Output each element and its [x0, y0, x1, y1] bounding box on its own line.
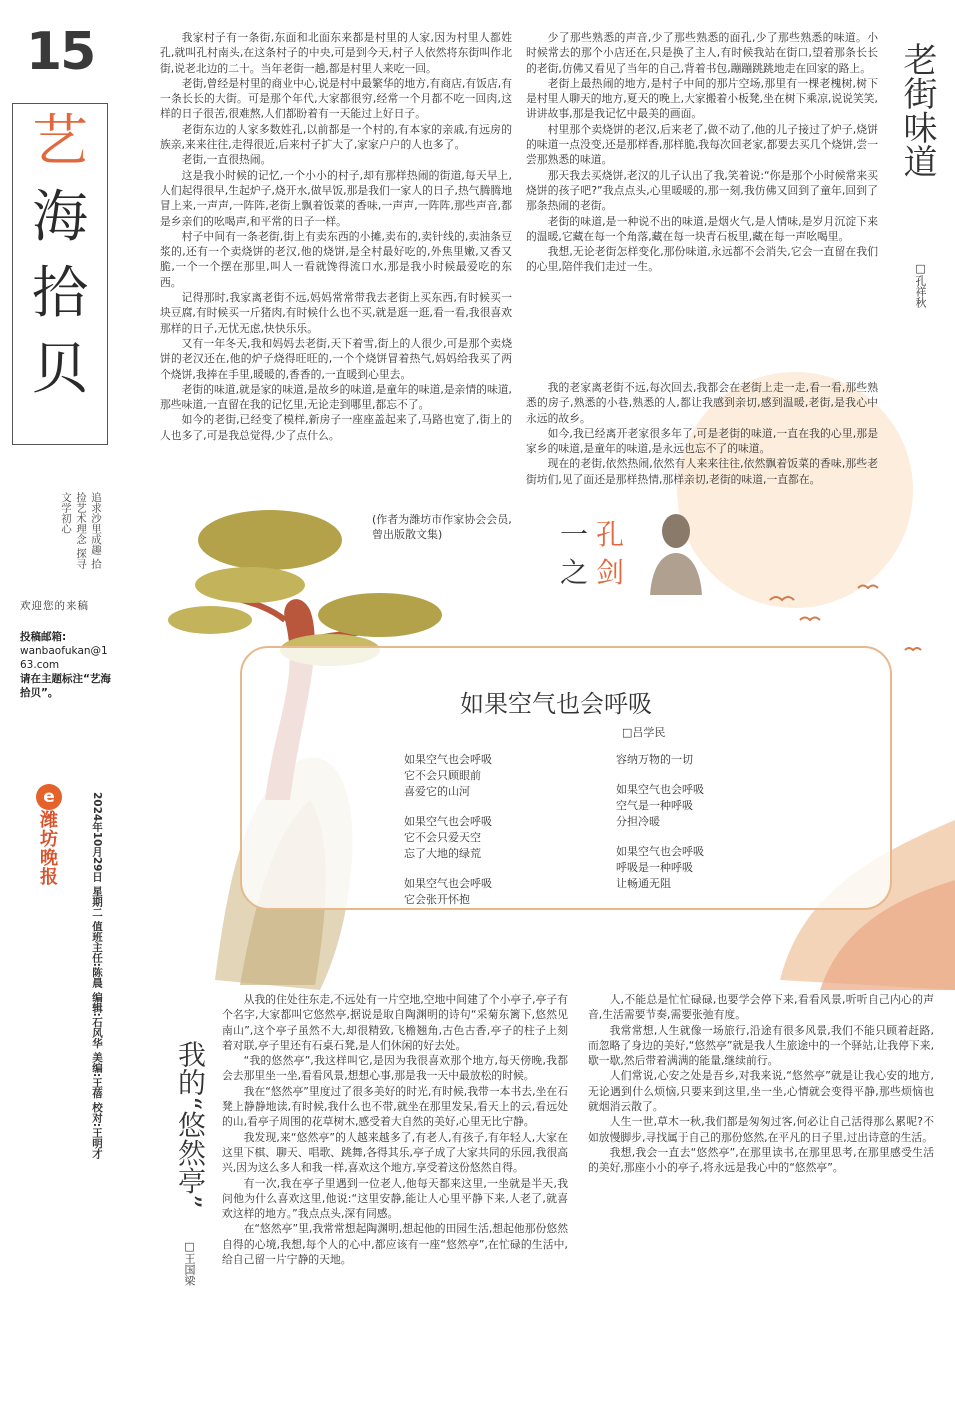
author-byline: (作者为潍坊市作家协会会员,曾出版散文集) — [372, 513, 512, 541]
paragraph: 我的老家离老街不远,每次回去,我都会在老街上走一走,看一看,那些熟悉的房子,熟悉的小巷,熟悉的人,都让我感到亲切,感到温暖,老街,是我心中永远的故乡。 — [526, 381, 878, 425]
poem-stanza: 如果空气也会呼吸 呼吸是一种呼吸 让畅通无阻 — [616, 845, 704, 890]
column-title-char: 艺 — [32, 109, 88, 174]
paragraph: 少了那些熟悉的声音,少了那些熟悉的面孔,少了那些熟悉的味道。小时候常去的那个小店还在,只是换了主人,有时候我站在街口,望着那条长长的老街,仿佛又看见了当年的自己,背着书包,蹦蹦跳跳地走在回家的路上。 — [526, 31, 878, 75]
poem-stanza: 如果空气也会呼吸 它不会只爱天空 忘了大地的绿荒 — [404, 815, 492, 860]
tree-foliage-shape — [318, 593, 442, 637]
page-number: 15 — [26, 22, 95, 82]
article-title: 我的“悠然亭” — [174, 1040, 207, 1209]
article-column — [160, 30, 512, 443]
paragraph: 老街,一直很热闹。 — [181, 153, 272, 167]
paragraph: 我想,无论老街怎样变化,那份味道,永远都不会消失,它会一直留在我们的心里,陪伴我们走过一生。 — [526, 245, 878, 274]
dateline: 2024年10月29日 星期二 值班主任:陈晨 编辑:石风华 美编:王蓓 校对:王明才 — [91, 792, 103, 1159]
paragraph: 现在的老街,依然热闹,依然有人来来往往,依然飘着饭菜的香味,那些老街坊们,见了面还是那样热情,那样亲切,老街的味道,一直都在。 — [526, 457, 878, 486]
paragraph: 在“悠然亭”里,我常常想起陶渊明,想起他的田园生活,想起他那份悠然自得的心境,我想,每个人的心中,都应该有一座“悠然亭”,在忙碌的生活中,给自己留一片宁静的天地。 — [222, 1222, 568, 1267]
paragraph: 人生一世,草木一秋,我们都是匆匆过客,何必让自己活得那么累呢?不如放慢脚步,寻找属于自己的那份悠然,在平凡的日子里,过出诗意的生活。 — [588, 1115, 934, 1144]
bird-shape — [905, 648, 921, 650]
newspaper-logo — [26, 784, 66, 924]
welcome-text: 欢迎您的来稿 — [20, 600, 89, 612]
paragraph: 我常常想,人生就像一场旅行,沿途有很多风景,我们不能只顾着赶路,而忽略了身边的美好,“悠然亭”就是我人生旅途中的一个驿站,让我停下来,歇一歇,然后带着满满的能量,继续前行。 — [588, 1023, 934, 1068]
column-title-char: 贝 — [32, 337, 88, 402]
column-title-box — [12, 103, 108, 445]
column-tag-char: 一 — [560, 518, 589, 551]
poem-column — [616, 752, 806, 906]
paragraph: 又有一年冬天,我和妈妈去老街,天下着雪,街上的人很少,可是那个卖烧饼的老汉还在,他的炉子烧得旺旺的,一个个烧饼冒着热气,妈妈给我买了两个烧饼,我捧在手里,暖暖的,香香的,一直暖到心里去。 — [160, 336, 512, 381]
article-title: 老街味道 — [897, 42, 937, 178]
submission-info — [20, 630, 112, 700]
paragraph: 老街的味道,就是家的味道,是故乡的味道,是童年的味道,是亲情的味道,那些味道,一直留在我的记忆里,无论走到哪里,都忘不了。 — [160, 382, 512, 412]
paragraph: 老街的味道,是一种说不出的味道,是烟火气,是人情味,是岁月沉淀下来的温暖,它藏在每一个角落,藏在每一块青石板里,藏在每一声吆喝里。 — [526, 214, 878, 243]
column-title-char: 拾 — [32, 261, 88, 326]
submission-email[interactable]: wanbaofukan@163.com — [20, 645, 108, 671]
article-author: □孔祥秋 — [914, 262, 927, 308]
paragraph: 人,不能总是忙忙碌碌,也要学会停下来,看看风景,听听自己内心的声音,生活需要节奏,需要张弛有度。 — [588, 993, 934, 1022]
column-tag-char: 之 — [560, 556, 589, 589]
paragraph: 我发现,来“悠然亭”的人越来越多了,有老人,有孩子,有年轻人,大家在这里下棋、聊天、唱歌、跳舞,各得其乐,亭子成了大家共同的乐园,我很高兴,因为这么多人和我一样,喜欢这个地方,享受着这份悠然自得。 — [222, 1130, 568, 1175]
submission-note: 请在主题标注“艺海拾贝”。 — [20, 673, 111, 699]
paragraph: 这是我小时候的记忆,一个小小的村子,却有那样热闹的街道,每天早上,人们起得很早,生起炉子,烧开水,做早饭,那是我们一家人的日子,热气腾腾地冒上来,一声声,一阵阵,老街上飘着饭菜的香味,一声声,一阵阵,那些声音,都是乡亲们的吆喝声,和平常的日子一样。 — [160, 168, 512, 228]
poem-stanza: 如果空气也会呼吸 它会张开怀抱 — [404, 877, 492, 906]
column-tag-char: 孔 — [596, 518, 625, 551]
paragraph: “我的悠然亭”,我这样叫它,是因为我很喜欢那个地方,每天傍晚,我都会去那里坐一坐,看看风景,想想心事,那是我一天中最放松的时候。 — [222, 1054, 568, 1083]
poem-stanza: 如果空气也会呼吸 它不会只顾眼前 喜爱它的山河 — [404, 753, 492, 798]
submission-email-label: 投稿邮箱: — [20, 631, 67, 643]
paragraph: 老街东边的人家多数姓孔,以前都是一个村的,有本家的亲戚,有远房的族亲,来来往往,走得很近,后来村子扩大了,家家户户的人也多了。 — [160, 122, 512, 152]
poem-stanza: 如果空气也会呼吸 空气是一种呼吸 分担冷暖 — [616, 783, 704, 828]
paragraph: 我想,我会一直去“悠然亭”,在那里读书,在那里思考,在那里感受生活的美好,那座小小的亭子,将永远是我心中的“悠然亭”。 — [588, 1145, 934, 1175]
bird-shape — [800, 618, 820, 621]
tree-foliage-shape — [195, 567, 305, 603]
column-tag — [560, 513, 710, 593]
poem-column — [404, 752, 594, 922]
paragraph: 如今的老街,已经变了模样,新房子一座座盖起来了,马路也宽了,街上的人也多了,可是我总觉得,少了点什么。 — [160, 413, 512, 442]
paragraph: 记得那时,我家离老街不远,妈妈常常带我去老街上买东西,有时候买一块豆腐,有时候买一斤猪肉,有时候什么也不买,就是逛一逛,看一看,我很喜欢那样的日子,无忧无虑,快快乐乐。 — [160, 291, 512, 335]
paragraph: 有一次,我在亭子里遇到一位老人,他每天都来这里,一坐就是半天,我问他为什么喜欢这里,他说:“这里安静,能让人心里平静下来,人老了,就喜欢这样的地方。”我点点头,深有同感。 — [222, 1176, 568, 1221]
paragraph: 人们常说,心安之处是吾乡,对我来说,“悠然亭”就是让我心安的地方,无论遇到什么烦恼,只要来到这里,坐一坐,心情就会变得平静,那些烦恼也就烟消云散了。 — [588, 1069, 934, 1114]
paragraph: 村子中间有一条老街,街上有卖东西的小摊,卖布的,卖针线的,卖油条豆浆的,还有一个卖烧饼的老汉,他的烧饼,是全村最好吃的,外焦里嫩,又香又脆,一个一个摆在那里,叫人一看就馋得流口水,那是我小时候最爱吃的东西。 — [160, 229, 512, 289]
article-author: □王国梁 — [183, 1240, 196, 1286]
poem-author: □吕学民 — [622, 726, 666, 739]
column-title-char: 海 — [32, 185, 88, 250]
paragraph: 我在“悠然亭”里度过了很多美好的时光,有时候,我带一本书去,坐在石凳上静静地读,有时候,我什么也不带,就坐在那里发呆,看天上的云,看远处的山,看亭子周围的花草树木,感受着大自然的美好,心里无比宁静。 — [222, 1084, 568, 1129]
poem-title: 如果空气也会呼吸 — [460, 690, 652, 718]
paragraph: 村里那个卖烧饼的老汉,后来老了,做不动了,他的儿子接过了炉子,烧饼的味道一点没变,还是那样香,那样脆,我每次回老家,都要去买几个烧饼,尝一尝那熟悉的味道。 — [526, 122, 878, 167]
paragraph: 如今,我已经离开老家很多年了,可是老街的味道,一直在我的心里,那是家乡的味道,是童年的味道,是永远也忘不了的味道。 — [526, 426, 878, 456]
paragraph: 老街,曾经是村里的商业中心,说是村中最繁华的地方,有商店,有饭店,有一条长长的大街。可是那个年代,大家都很穷,经常一个月都不吃一回肉,这样的日子很苦,很难熬,人们都盼着有一天能过上好日子。 — [160, 76, 512, 121]
logo-icon: e — [36, 784, 62, 810]
paragraph: 从我的住处往东走,不远处有一片空地,空地中间建了个小亭子,亭子有个名字,大家都叫它悠然亭,据说是取自陶渊明的诗句“采菊东篱下,悠然见南山”,这个亭子虽然不大,却很精致,飞檐翘角,古色古香,亭子的柱子上刻着对联,亭子里还有石桌石凳,是人们休闲的好去处。 — [222, 993, 568, 1052]
column-tag-char: 剑 — [596, 556, 625, 589]
article-column — [526, 380, 878, 487]
paragraph: 那天我去买烧饼,老汉的儿子认出了我,笑着说:“你是那个小时候常来买烧饼的孩子吧?”我点点头,心里暖暖的,那一刻,我仿佛又回到了童年,回到了那条热闹的老街。 — [526, 168, 878, 213]
paragraph: 我家村子有一条街,东面和北面东来都是村里的人家,因为村里人都姓孔,就叫孔村南头,在这条村子的中央,可是到今天,村子人依然将东街叫作北街,说老北边的二十。当年老街一趟,都是村里人来吃一回。 — [160, 31, 512, 75]
newspaper-name: 潍坊晚报 — [37, 810, 58, 886]
article-column — [588, 992, 934, 1176]
author-portrait-icon — [644, 507, 708, 595]
paragraph: 老街上最热闹的地方,是村子中间的那片空场,那里有一棵老槐树,树下是村里人聊天的地方,夏天的晚上,大家搬着小板凳,坐在树下乘凉,说说笑笑,讲讲故事,那是我记忆中最美的画面。 — [526, 76, 878, 121]
column-slogan: 追求沙里成趣 拾捡艺术理念 探寻文学初心 — [60, 492, 102, 569]
article-column — [222, 992, 568, 1267]
article-column — [526, 30, 878, 275]
poem-stanza: 容纳万物的一切 — [616, 753, 693, 766]
tree-foliage-shape — [198, 510, 342, 570]
tree-foliage-shape — [168, 606, 252, 634]
